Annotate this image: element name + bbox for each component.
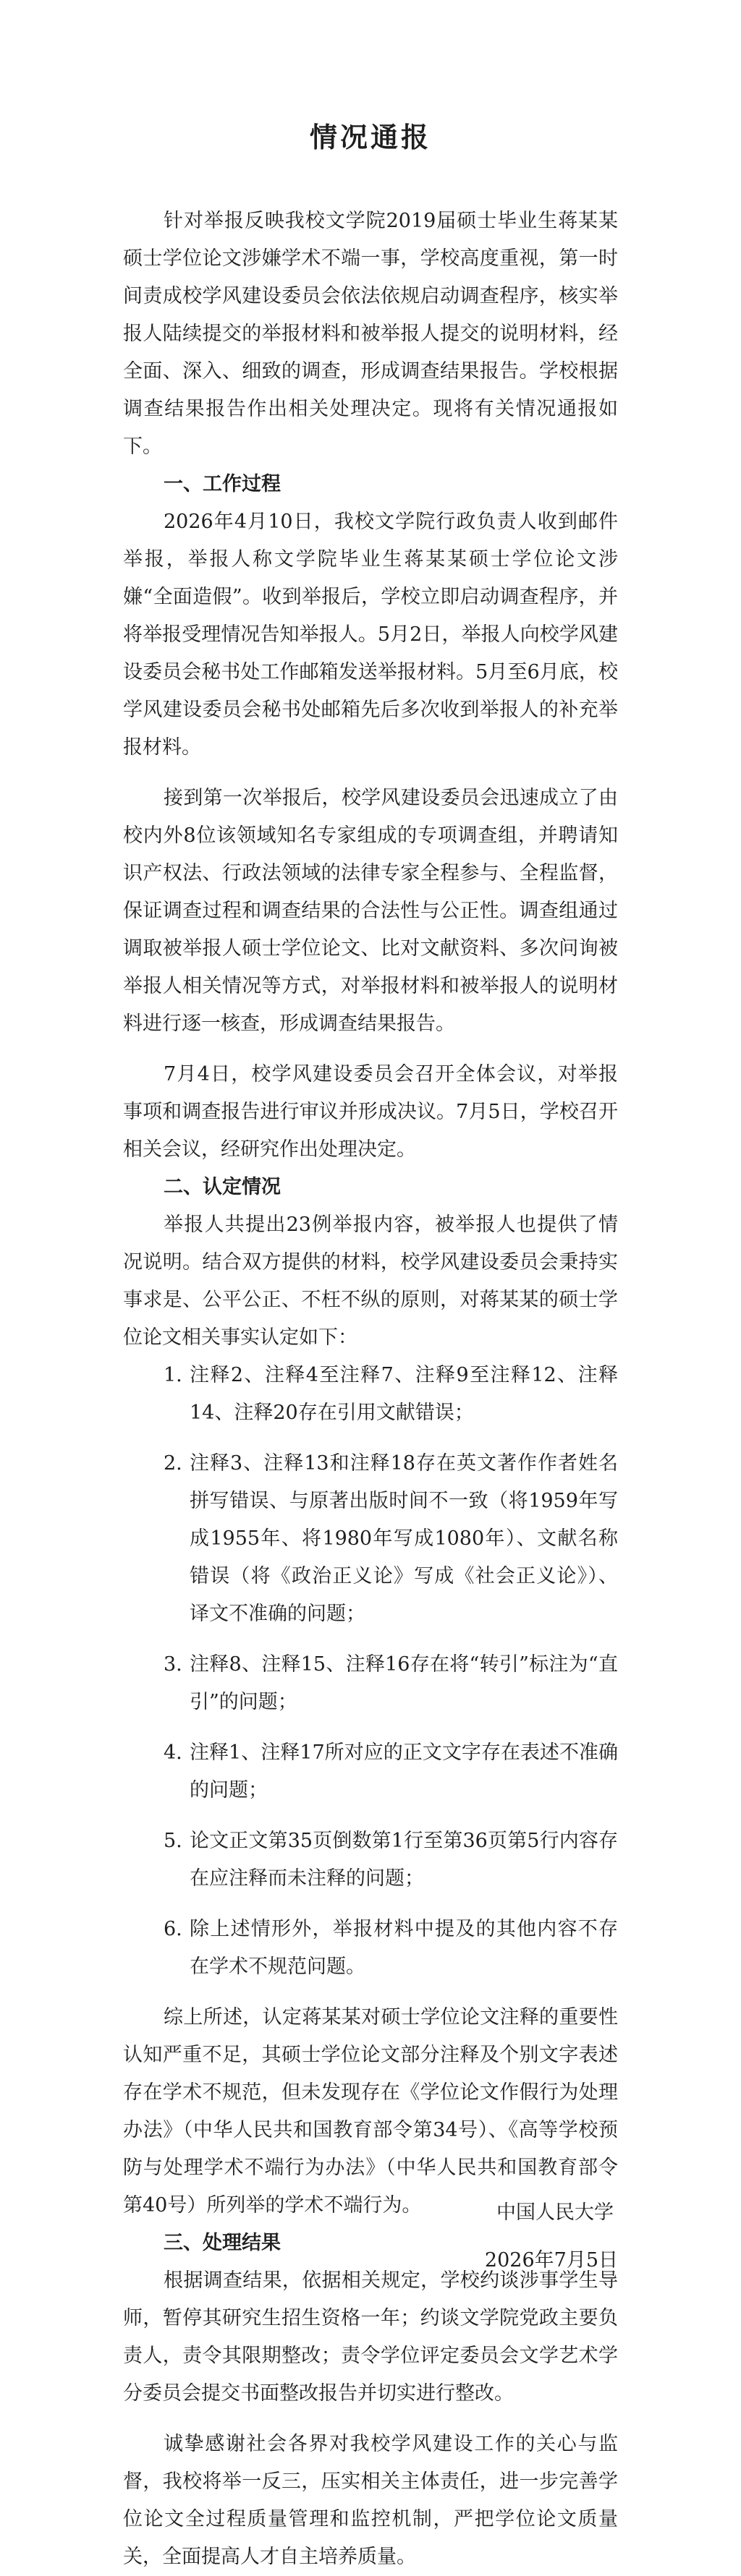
section-heading-result: 三、处理结果 — [164, 2232, 281, 2254]
list-item-number: 6. — [164, 1918, 182, 1940]
findings-paragraph: 举报人共提出23例举报内容，被举报人也提供了情况说明。结合双方提供的材料，校学风建设委员会秉持实事求是、公平公正、不枉不纵的原则，对蒋某某的硕士学位论文相关事实认定如下： — [123, 1214, 618, 1349]
intro-paragraph: 针对举报反映我校文学院2019届硕士毕业生蒋某某硕士学位论文涉嫌学术不端一事，学校高度重视，第一时间责成校学风建设委员会依法依规启动调查程序，核实举报人陆续提交的举报材料和被举报人提交的说明材料，经全面、深入、细致的调查，形成调查结果报告。学校根据调查结果报告作出相关处理决定。现将有关情况通报如下。 — [123, 210, 618, 458]
page-title: 情况通报 — [309, 121, 431, 153]
list-item — [123, 1646, 618, 1721]
list-item-number: 3. — [164, 1653, 182, 1676]
result-paragraph-2: 诚挚感谢社会各界对我校学风建设工作的关心与监督，我校将举一反三，压实相关主体责任，进一步完善学位论文全过程质量管理和监控机制，严把学位论文质量关，全面提高人才自主培养质量。 — [123, 2433, 618, 2568]
section-heading-findings: 二、认定情况 — [164, 1176, 281, 1198]
findings-conclusion: 综上所述，认定蒋某某对硕士学位论文注释的重要性认知严重不足，其硕士学位论文部分注释及个别文字表述存在学术不规范，但未发现存在《学位论文作假行为处理办法》（中华人民共和国教育部令第34号）、《高等学校预防与处理学术不端行为办法》（中华人民共和国教育部令第40号）所列举的学术不端行为。 — [123, 2006, 618, 2217]
findings-list — [123, 1357, 618, 1986]
list-item-number: 2. — [164, 1452, 182, 1475]
process-paragraph-2: 接到第一次举报后，校学风建设委员会迅速成立了由校内外8位该领域知名专家组成的专项调查组，并聘请知识产权法、行政法领域的法律专家全程参与、全程监督，保证调查过程和调查结果的合法性与公正性。调查组通过调取被举报人硕士学位论文、比对文献资料、多次问询被举报人相关情况等方式，对举报材料和被举报人的说明材料进行逐一核查，形成调查结果报告。 — [123, 787, 618, 1035]
list-item-text: 论文正文第35页倒数第1行至第36页第5行内容存在应注释而未注释的问题； — [190, 1830, 618, 1890]
list-item-text: 注释2、注释4至注释7、注释9至注释12、注释14、注释20存在引用文献错误； — [190, 1364, 618, 1424]
list-item — [123, 1734, 618, 1809]
list-item — [123, 1822, 618, 1898]
list-item-number: 1. — [164, 1364, 182, 1386]
list-item-text: 注释8、注释15、注释16存在将“转引”标注为“直引”的问题； — [190, 1653, 618, 1713]
signature-organization: 中国人民大学 — [496, 2201, 614, 2224]
list-item-text: 除上述情形外，举报材料中提及的其他内容不存在学术不规范问题。 — [190, 1918, 618, 1978]
list-item-text: 注释3、注释13和注释18存在英文著作作者姓名拼写错误、与原著出版时间不一致（将1959年写成1955年、将1980年写成1080年）、文献名称错误（将《政治正义论》写成《社会正义论》）、译文不准确的问题； — [190, 1452, 618, 1625]
signature-date: 2026年7月5日 — [484, 2249, 618, 2272]
list-item — [123, 1357, 618, 1432]
result-paragraph-1: 根据调查结果，依据相关规定，学校约谈涉事学生导师，暂停其研究生招生资格一年；约谈文学院党政主要负责人，责令其限期整改；责令学位评定委员会文学艺术学分委员会提交书面整改报告并切实进行整改。 — [123, 2269, 618, 2405]
section-heading-process: 一、工作过程 — [164, 473, 281, 495]
list-item — [123, 1445, 618, 1633]
list-item-number: 4. — [164, 1741, 182, 1764]
process-paragraph-1: 2026年4月10日，我校文学院行政负责人收到邮件举报，举报人称文学院毕业生蒋某某硕士学位论文涉嫌“全面造假”。收到举报后，学校立即启动调查程序，并将举报受理情况告知举报人。5月2日，举报人向校学风建设委员会秘书处工作邮箱发送举报材料。5月至6月底，校学风建设委员会秘书处邮箱先后多次收到举报人的补充举报材料。 — [123, 511, 618, 759]
process-paragraph-3: 7月4日，校学风建设委员会召开全体会议，对举报事项和调查报告进行审议并形成决议。7月5日，学校召开相关会议，经研究作出处理决定。 — [123, 1063, 618, 1161]
list-item-number: 5. — [164, 1830, 182, 1852]
list-item-text: 注释1、注释17所对应的正文文字存在表述不准确的问题； — [190, 1741, 618, 1801]
list-item — [123, 1911, 618, 1986]
